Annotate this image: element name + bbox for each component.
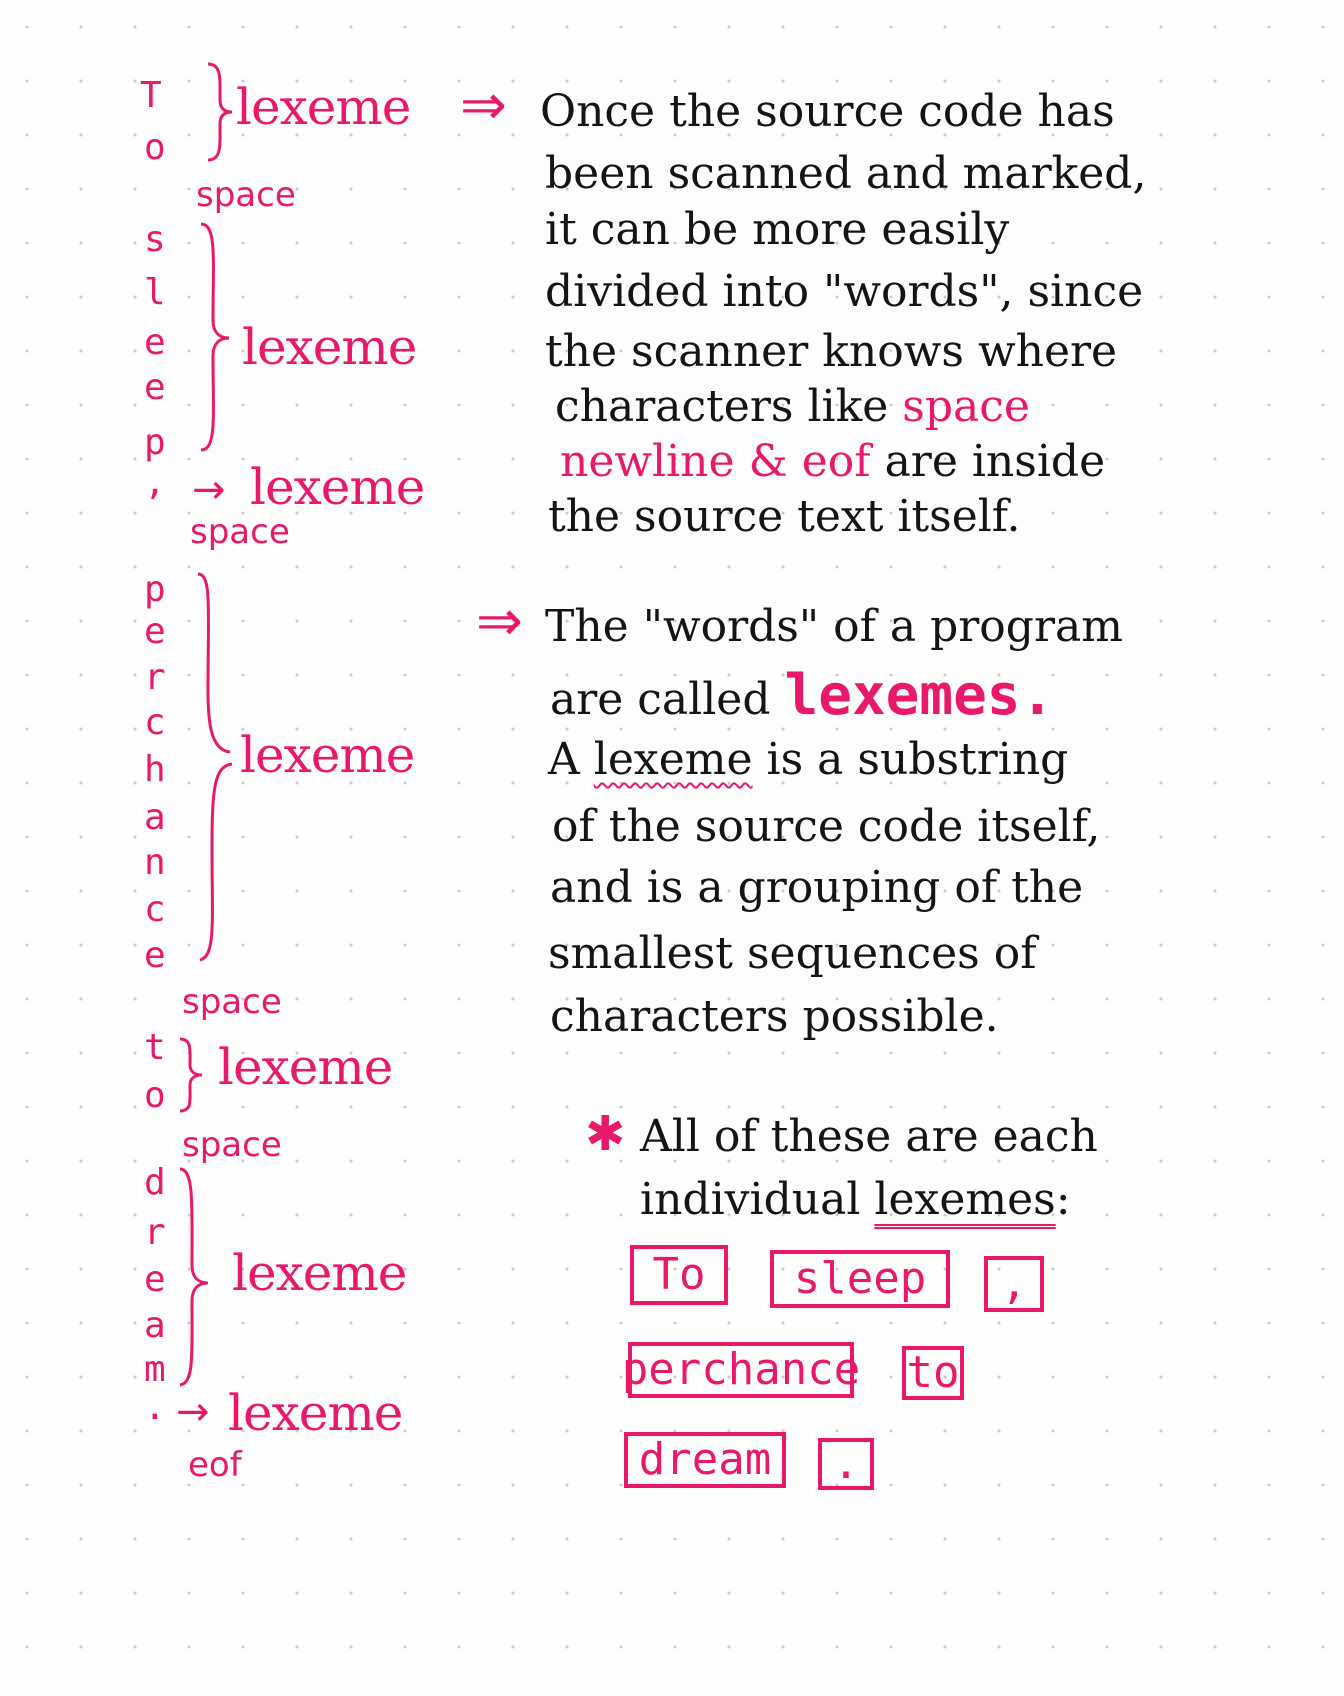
lexeme-label: lexeme xyxy=(250,458,425,516)
highlight-newline: newline xyxy=(560,436,735,487)
brace xyxy=(172,1165,216,1390)
letter: p xyxy=(144,569,166,610)
eof-label: eof xyxy=(188,1445,242,1485)
highlight-eof: eof xyxy=(801,436,871,487)
letter: l xyxy=(144,272,166,313)
token-box: , xyxy=(984,1256,1044,1312)
text-line: of the source code itself, xyxy=(552,801,1101,852)
text-line: the source text itself. xyxy=(548,491,1021,542)
lexeme-label: lexeme xyxy=(218,1038,393,1096)
text-segment: are called xyxy=(550,674,771,725)
text-line: been scanned and marked, xyxy=(545,148,1147,199)
letter: m xyxy=(144,1349,166,1390)
text-line xyxy=(550,663,1055,728)
token-box: . xyxy=(818,1438,874,1490)
text-line: The "words" of a program xyxy=(545,601,1123,652)
letter: a xyxy=(144,797,166,838)
text-line xyxy=(560,436,1106,487)
brace xyxy=(193,220,237,455)
text-segment: characters like xyxy=(555,381,889,432)
double-arrow-icon: ⇒ xyxy=(460,73,507,138)
text-segment: A xyxy=(548,734,580,785)
text-line: Once the source code has xyxy=(540,86,1115,137)
text-line: divided into "words", since xyxy=(545,266,1144,317)
letter: c xyxy=(144,889,166,930)
letter: a xyxy=(144,1305,166,1346)
lexeme-label: lexeme xyxy=(236,78,411,136)
lexeme-label: lexeme xyxy=(242,318,417,376)
token-box: to xyxy=(902,1346,964,1400)
letter: e xyxy=(144,322,166,363)
letter: , xyxy=(144,462,166,503)
text-line: All of these are each xyxy=(640,1111,1098,1162)
text-line: smallest sequences of xyxy=(548,928,1037,979)
letter: r xyxy=(144,1212,166,1253)
brace xyxy=(190,570,234,755)
letter: o xyxy=(144,1075,166,1116)
text-segment: are inside xyxy=(884,436,1106,487)
space-label: space xyxy=(182,982,282,1022)
letter: d xyxy=(144,1162,166,1203)
text-line: the scanner knows where xyxy=(545,326,1118,377)
letter: c xyxy=(144,702,166,743)
double-arrow-icon: ⇒ xyxy=(476,589,523,654)
letter: e xyxy=(144,367,166,408)
letter: r xyxy=(144,657,166,698)
letter: h xyxy=(144,749,166,790)
letter: o xyxy=(144,127,166,168)
highlight-space: space xyxy=(902,381,1030,432)
keyword-lexemes: lexemes. xyxy=(784,663,1055,728)
text-line xyxy=(548,734,1069,785)
brace xyxy=(192,760,236,965)
brace xyxy=(172,1035,212,1115)
letter: T xyxy=(140,75,162,116)
letter: t xyxy=(144,1027,166,1068)
colon: : xyxy=(1055,1174,1071,1225)
token-box: perchance xyxy=(628,1342,854,1398)
token-box: sleep xyxy=(770,1250,950,1308)
asterisk-icon: ✱ xyxy=(585,1106,626,1162)
letter: s xyxy=(144,219,166,260)
text-segment: individual xyxy=(640,1174,861,1225)
letter: n xyxy=(144,842,166,883)
underlined-lexeme: lexeme xyxy=(593,734,753,785)
text-segment: is a substring xyxy=(766,734,1069,785)
brace xyxy=(200,60,240,165)
letter: e xyxy=(144,611,166,652)
text-line xyxy=(640,1174,1071,1225)
ampersand: & xyxy=(748,436,788,487)
space-label: space xyxy=(182,1125,282,1165)
letter: p xyxy=(144,422,166,463)
lexeme-label: lexeme xyxy=(228,1384,403,1442)
token-box: dream xyxy=(624,1432,786,1488)
letter: e xyxy=(144,935,166,976)
text-line: it can be more easily xyxy=(545,204,1010,255)
space-label: space xyxy=(196,175,296,215)
text-line: characters possible. xyxy=(550,991,999,1042)
text-line: and is a grouping of the xyxy=(550,862,1084,913)
token-box: To xyxy=(630,1245,728,1305)
letter: e xyxy=(144,1259,166,1300)
lexeme-label: lexeme xyxy=(240,726,415,784)
lexeme-label: lexeme xyxy=(232,1244,407,1302)
space-label: space xyxy=(190,512,290,552)
letter: . xyxy=(144,1387,166,1428)
arrow-icon: → xyxy=(176,1389,210,1435)
text-line xyxy=(555,381,1030,432)
arrow-icon: → xyxy=(192,467,226,513)
underlined-lexemes: lexemes xyxy=(874,1174,1056,1225)
